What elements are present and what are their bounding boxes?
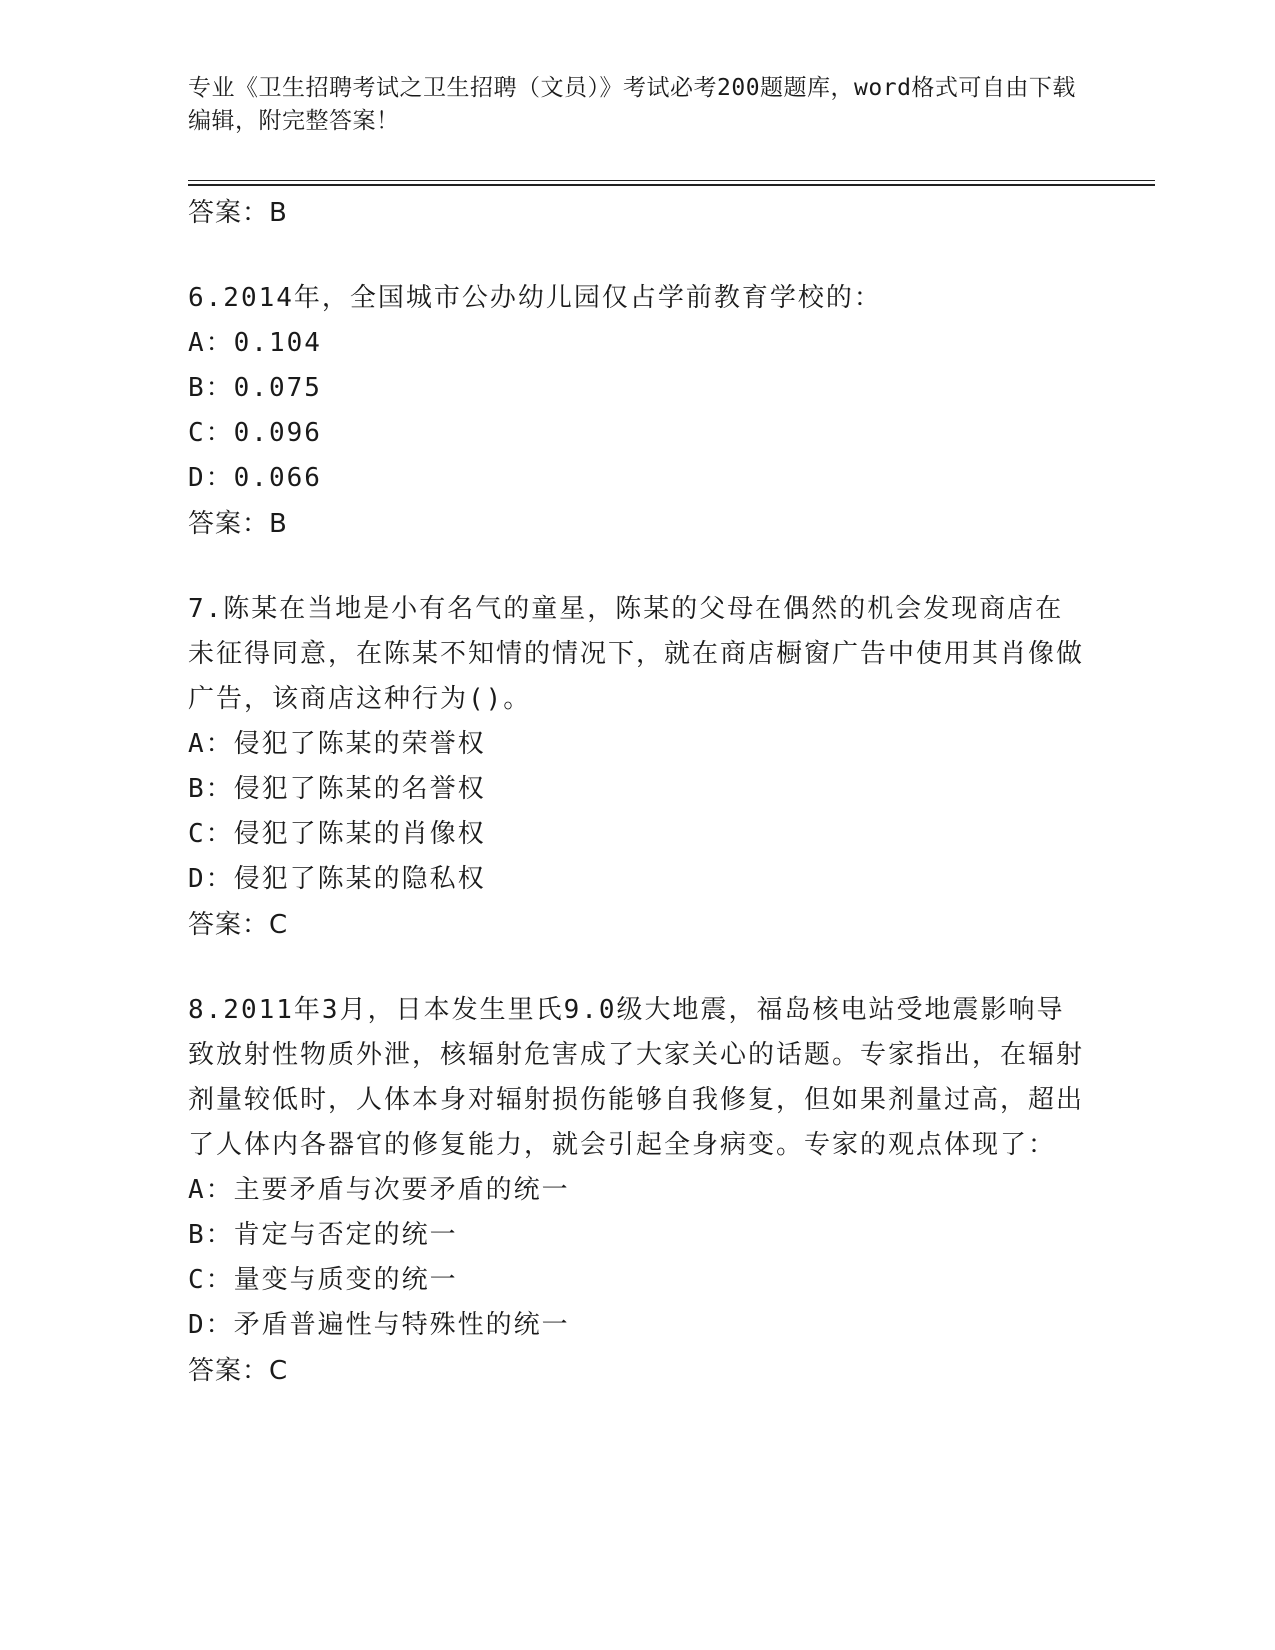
- question-stem: 6.2014年，全国城市公办幼儿园仅占学前教育学校的：: [188, 283, 882, 313]
- answer-label: 答案：B: [188, 198, 288, 228]
- option-d: D：侵犯了陈某的隐私权: [188, 864, 486, 894]
- option-b: B：侵犯了陈某的名誉权: [188, 774, 486, 804]
- option-d: D：矛盾普遍性与特殊性的统一: [188, 1310, 570, 1340]
- question-block: [188, 276, 1088, 547]
- document-header: 专业《卫生招聘考试之卫生招聘（文员）》考试必考200题题库，word格式可自由下载编辑，附完整答案！: [188, 75, 1076, 134]
- option-c: C：量变与质变的统一: [188, 1265, 458, 1295]
- question-content: [188, 190, 1088, 1394]
- question-stem: 8.2011年3月，日本发生里氏9.0级大地震，福岛核电站受地震影响导致放射性物质外泄，核辐射危害成了大家关心的话题。专家指出，在辐射剂量较低时，人体本身对辐射损伤能够自我修复，但如果剂量过高，超出了人体内各器官的修复能力，就会引起全身病变。专家的观点体现了：: [188, 995, 1085, 1160]
- option-c: C：侵犯了陈某的肖像权: [188, 819, 486, 849]
- header-rule-thin: [188, 180, 1155, 181]
- answer-label: 答案：C: [188, 1356, 289, 1386]
- question-block: [188, 587, 1088, 948]
- question-stem: 7.陈某在当地是小有名气的童星，陈某的父母在偶然的机会发现商店在未征得同意，在陈某不知情的情况下，就在商店橱窗广告中使用其肖像做广告，该商店这种行为()。: [188, 594, 1085, 714]
- option-b: B：肯定与否定的统一: [188, 1220, 458, 1250]
- option-b: B：0.075: [188, 373, 322, 403]
- answer-label: 答案：B: [188, 509, 288, 539]
- option-a: A：侵犯了陈某的荣誉权: [188, 729, 486, 759]
- option-a: A：主要矛盾与次要矛盾的统一: [188, 1175, 570, 1205]
- option-a: A：0.104: [188, 328, 322, 358]
- question-block: [188, 988, 1088, 1394]
- answer-label: 答案：C: [188, 910, 289, 940]
- header-rule-thick: [188, 184, 1155, 186]
- option-d: D：0.066: [188, 463, 322, 493]
- option-c: C：0.096: [188, 418, 322, 448]
